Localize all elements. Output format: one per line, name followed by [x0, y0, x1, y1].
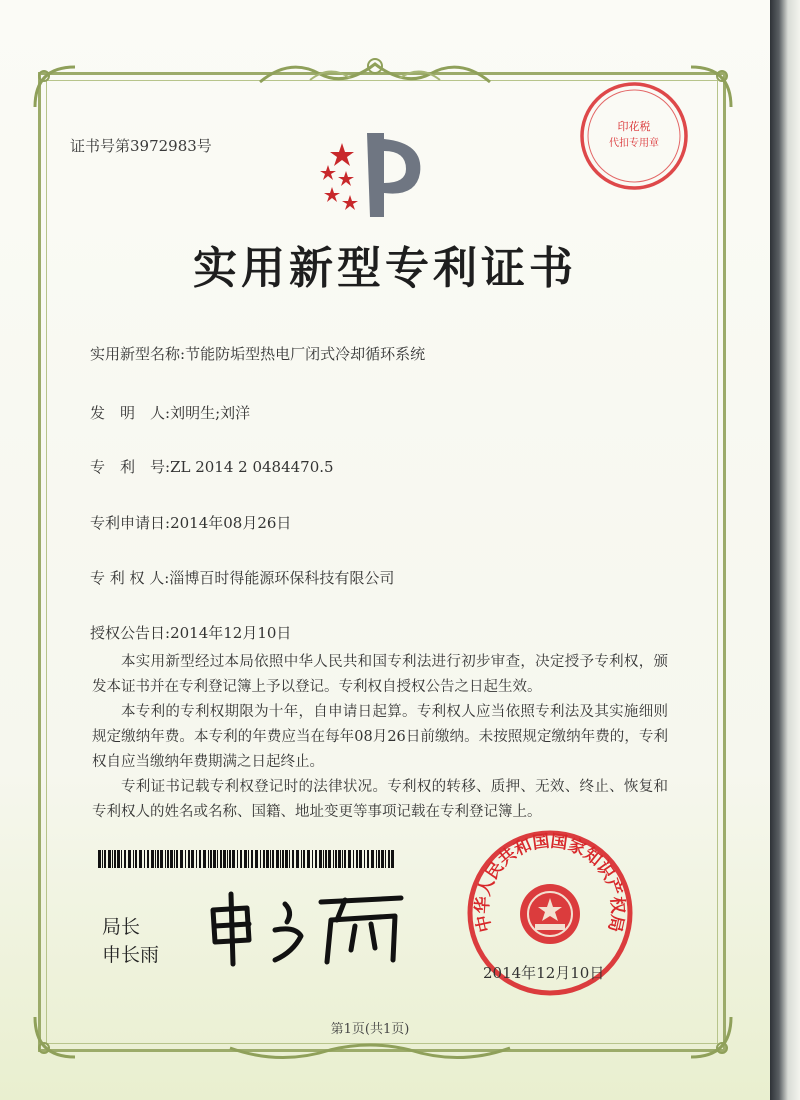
barcode-bar	[251, 850, 253, 868]
barcode-bar	[121, 850, 122, 868]
barcode-bar	[157, 850, 159, 868]
barcode-bar	[104, 850, 106, 868]
barcode-bar	[185, 850, 186, 868]
barcode-bar	[328, 850, 331, 868]
top-ornament-icon	[250, 52, 500, 92]
barcode-bar	[303, 850, 305, 868]
barcode-bar	[240, 850, 242, 868]
barcode-bar	[188, 850, 190, 868]
page-number: 第1页(共1页)	[330, 1022, 410, 1037]
barcode-bar	[155, 850, 156, 868]
barcode-bar	[114, 850, 116, 868]
barcode-bar	[325, 850, 327, 868]
barcode-bar	[376, 850, 377, 868]
body-paragraph: 专利证书记载专利权登记时的法律状况。专利权的转移、质押、无效、终止、恢复和专利权人的姓名或名称、国籍、地址变更等事项记载在专利登记簿上。	[92, 779, 668, 820]
barcode-bar	[133, 850, 134, 868]
certificate-body	[92, 650, 668, 825]
director-title: 局长	[102, 916, 141, 938]
barcode-bar	[176, 850, 178, 868]
utility-model-name-field	[90, 343, 425, 364]
director-signature-icon	[205, 890, 415, 970]
barcode-bar	[128, 850, 131, 868]
barcode-bar	[151, 850, 154, 868]
barcode-bar	[98, 850, 101, 868]
barcode-bar	[260, 850, 261, 868]
field-value: 节能防垢型热电厂闭式冷却循环系统	[185, 345, 426, 363]
barcode-bar	[272, 850, 274, 868]
barcode-bar	[266, 850, 269, 868]
barcode-bar	[167, 850, 169, 868]
barcode-bar	[335, 850, 337, 868]
barcode-bar	[371, 850, 374, 868]
field-value: ZL 2014 2 0484470.5	[170, 458, 334, 476]
barcode-bar	[319, 850, 322, 868]
barcode-bar	[292, 850, 294, 868]
barcode-bar	[282, 850, 284, 868]
barcode-bar	[289, 850, 290, 868]
barcode-bar	[237, 850, 238, 868]
barcode-bar	[378, 850, 380, 868]
barcode-bar	[170, 850, 173, 868]
barcode-bar	[285, 850, 288, 868]
barcode-bar	[367, 850, 369, 868]
barcode-bar	[108, 850, 111, 868]
barcode-bar	[333, 850, 334, 868]
barcode-bar	[364, 850, 365, 868]
barcode-bar	[199, 850, 201, 868]
filing-date-field	[90, 512, 291, 533]
seal-date: 2014年12月10日	[483, 964, 605, 982]
barcode-bar	[391, 850, 394, 868]
barcode-bar	[208, 850, 209, 868]
barcode-bar	[296, 850, 299, 868]
barcode-bar	[232, 850, 235, 868]
tax-stamp-seal-icon	[578, 80, 690, 192]
barcode-bar	[229, 850, 231, 868]
barcode-bar	[323, 850, 324, 868]
body-paragraph: 本专利的专利权期限为十年，自申请日起算。专利权人应当依照专利法及其实施细则规定缴纳年费。本专利的年费应当在每年08月26日前缴纳。未按照规定缴纳年费的，专利权自应当缴纳年费期满之日起终止。	[92, 704, 668, 770]
barcode-icon	[98, 850, 398, 868]
field-label: 发 明 人:	[90, 404, 171, 422]
barcode-bar	[348, 850, 351, 868]
barcode-bar	[263, 850, 265, 868]
barcode-bar	[248, 850, 249, 868]
barcode-bar	[301, 850, 302, 868]
barcode-bar	[307, 850, 310, 868]
director-name: 申长雨	[102, 944, 160, 966]
barcode-bar	[213, 850, 216, 868]
barcode-bar	[203, 850, 206, 868]
bottom-ornament-icon	[220, 1040, 520, 1068]
barcode-bar	[217, 850, 218, 868]
barcode-bar	[174, 850, 175, 868]
certificate-number: 证书号第3972983号	[70, 137, 212, 155]
field-label: 授权公告日:	[90, 624, 171, 642]
field-value: 淄博百时得能源环保科技有限公司	[169, 569, 395, 587]
patentee-field	[90, 567, 394, 588]
barcode-bar	[117, 850, 120, 868]
barcode-bar	[160, 850, 163, 868]
corner-ornament-icon	[30, 62, 80, 112]
field-label: 专利申请日:	[90, 514, 171, 532]
patent-number-field	[90, 456, 334, 477]
barcode-bar	[338, 850, 341, 868]
barcode-bar	[196, 850, 197, 868]
barcode-bar	[356, 850, 358, 868]
barcode-bar	[342, 850, 343, 868]
barcode-bar	[112, 850, 113, 868]
barcode-bar	[180, 850, 183, 868]
field-label: 实用新型名称:	[90, 345, 186, 363]
barcode-bar	[270, 850, 271, 868]
barcode-bar	[102, 850, 103, 868]
seal-text: 中华人民共和国国家知识产权局	[472, 831, 628, 934]
barcode-bar	[353, 850, 354, 868]
barcode-bar	[220, 850, 222, 868]
barcode-bar	[124, 850, 126, 868]
barcode-bar	[210, 850, 212, 868]
barcode-bar	[388, 850, 390, 868]
field-label: 专 利 号:	[90, 458, 171, 476]
field-label: 专 利 权 人:	[90, 569, 170, 587]
svg-text:印花税: 印花税	[617, 120, 651, 133]
body-paragraph: 本实用新型经过本局依照中华人民共和国专利法进行初步审查，决定授予专利权，颁发本证书并在专利登记簿上予以登记。专利权自授权公告之日起生效。	[92, 654, 668, 695]
barcode-bar	[165, 850, 166, 868]
barcode-bar	[276, 850, 279, 868]
barcode-bar	[280, 850, 281, 868]
field-value: 2014年12月10日	[170, 624, 292, 642]
barcode-bar	[135, 850, 137, 868]
barcode-bar	[344, 850, 346, 868]
barcode-bar	[227, 850, 228, 868]
barcode-bar	[191, 850, 194, 868]
scan-edge	[770, 0, 800, 1100]
barcode-bar	[139, 850, 142, 868]
certificate-title: 实用新型专利证书	[193, 243, 577, 294]
patent-office-emblem-icon	[312, 125, 432, 225]
inventor-field	[90, 402, 250, 423]
barcode-bar	[255, 850, 258, 868]
barcode-bar	[144, 850, 145, 868]
corner-ornament-icon	[686, 62, 736, 112]
barcode-bar	[312, 850, 313, 868]
grant-date-field	[90, 622, 291, 643]
field-value: 刘明生;刘洋	[170, 404, 251, 422]
barcode-bar	[359, 850, 362, 868]
barcode-bar	[244, 850, 247, 868]
barcode-bar	[223, 850, 226, 868]
barcode-bar	[315, 850, 317, 868]
field-value: 2014年08月26日	[170, 514, 292, 532]
barcode-bar	[147, 850, 149, 868]
barcode-bar	[385, 850, 386, 868]
barcode-bar	[381, 850, 384, 868]
svg-text:代扣专用章: 代扣专用章	[609, 138, 659, 149]
